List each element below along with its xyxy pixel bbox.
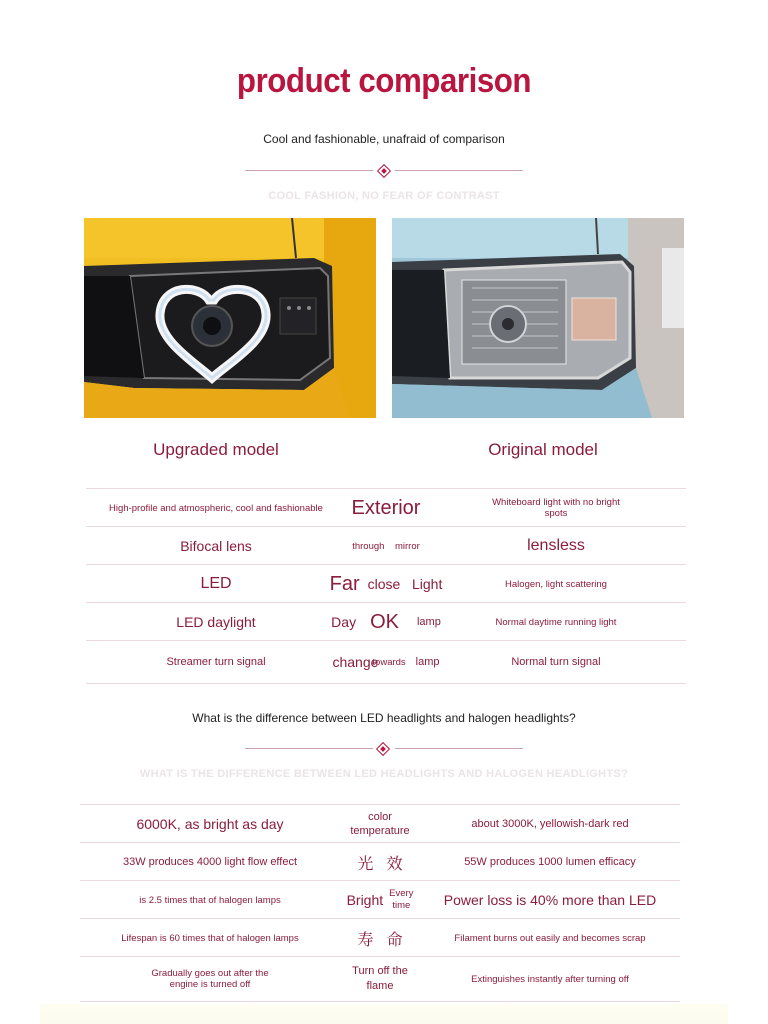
table-row	[86, 564, 686, 603]
diamond-ornament-icon	[377, 164, 391, 178]
divider-left	[245, 170, 373, 171]
row-middle-text: Day	[331, 614, 357, 630]
table-row	[80, 918, 680, 957]
row-right-text: Normal daytime running light	[495, 616, 617, 628]
divider-left	[245, 748, 373, 749]
row-middle-text: color temperature	[350, 811, 410, 837]
page-subtitle: Cool and fashionable, unafraid of comparison	[263, 132, 505, 146]
row-left-text: Bifocal lens	[180, 538, 252, 554]
table-row	[86, 640, 686, 684]
row-middle-text: lamp	[415, 656, 440, 668]
row-middle-text: lamp	[416, 616, 441, 628]
row-right-text: lensless	[527, 537, 585, 554]
row-middle-small: Every time	[389, 888, 414, 911]
original-headlight-photo	[392, 218, 684, 418]
row-middle-text: close Light	[367, 576, 443, 592]
bottom-fade	[40, 1004, 728, 1024]
difference-table	[80, 804, 680, 1000]
table-row	[86, 602, 686, 641]
row-right-text: Power loss is 40% more than LED	[443, 892, 657, 908]
row-left-text: Streamer turn signal	[166, 656, 266, 668]
row-middle-text: Exterior	[351, 496, 421, 519]
row-left-text: 6000K, as bright as day	[136, 816, 284, 832]
row-middle-text: Bright	[346, 892, 384, 908]
row-middle-text: change	[332, 654, 379, 670]
row-middle-text: Turn off the flame	[352, 965, 408, 992]
row-middle-text: 寿 命	[357, 931, 403, 949]
row-right-text: Extinguishes instantly after turning off	[471, 973, 629, 985]
row-middle-text: 光 效	[357, 855, 403, 873]
ghost-caption: COOL FASHION, NO FEAR OF CONTRAST	[268, 190, 500, 202]
row-middle-text: through mirror	[352, 540, 420, 552]
row-right-text: Normal turn signal	[511, 656, 601, 668]
section-question: What is the difference between LED headlights and halogen headlights?	[192, 711, 576, 725]
table-row	[80, 880, 680, 919]
upgraded-headlight-photo	[84, 218, 376, 418]
upgraded-model-label: Upgraded model	[153, 440, 279, 459]
row-right-text: 55W produces 1000 lumen efficacy	[464, 856, 636, 868]
row-left-text: High-profile and atmospheric, cool and fashionable	[109, 502, 323, 514]
table-row	[86, 526, 686, 565]
row-middle-big: OK	[370, 610, 399, 633]
row-right-text: Filament burns out easily and becomes scrap	[454, 932, 646, 944]
original-model-label: Original model	[488, 440, 598, 459]
row-left-text: 33W produces 4000 light flow effect	[122, 856, 298, 868]
row-middle-big: Far	[329, 572, 360, 595]
row-left-text: LED	[200, 575, 232, 592]
table-row	[86, 488, 686, 527]
row-left-text: is 2.5 times that of halogen lamps	[139, 894, 281, 906]
table-row	[80, 804, 680, 843]
row-left-text: Gradually goes out after the engine is turned off	[151, 968, 269, 990]
diamond-ornament-icon	[376, 742, 390, 756]
page-title: product comparison	[236, 62, 532, 100]
row-left-text: LED daylight	[176, 614, 256, 630]
divider-right	[395, 170, 523, 171]
row-left-text: Lifespan is 60 times that of halogen lamps	[121, 932, 299, 944]
row-right-text: about 3000K, yellowish-dark red	[471, 818, 629, 830]
table-row	[80, 956, 680, 1002]
row-right-text: Whiteboard light with no bright spots	[492, 497, 620, 519]
row-middle-small: towards	[372, 656, 406, 668]
row-right-text: Halogen, light scattering	[505, 578, 607, 590]
comparison-table	[86, 488, 686, 683]
table-row	[80, 842, 680, 881]
ghost-caption: WHAT IS THE DIFFERENCE BETWEEN LED HEADLIGHTS AND HALOGEN HEADLIGHTS?	[139, 768, 629, 780]
divider-right	[395, 748, 523, 749]
